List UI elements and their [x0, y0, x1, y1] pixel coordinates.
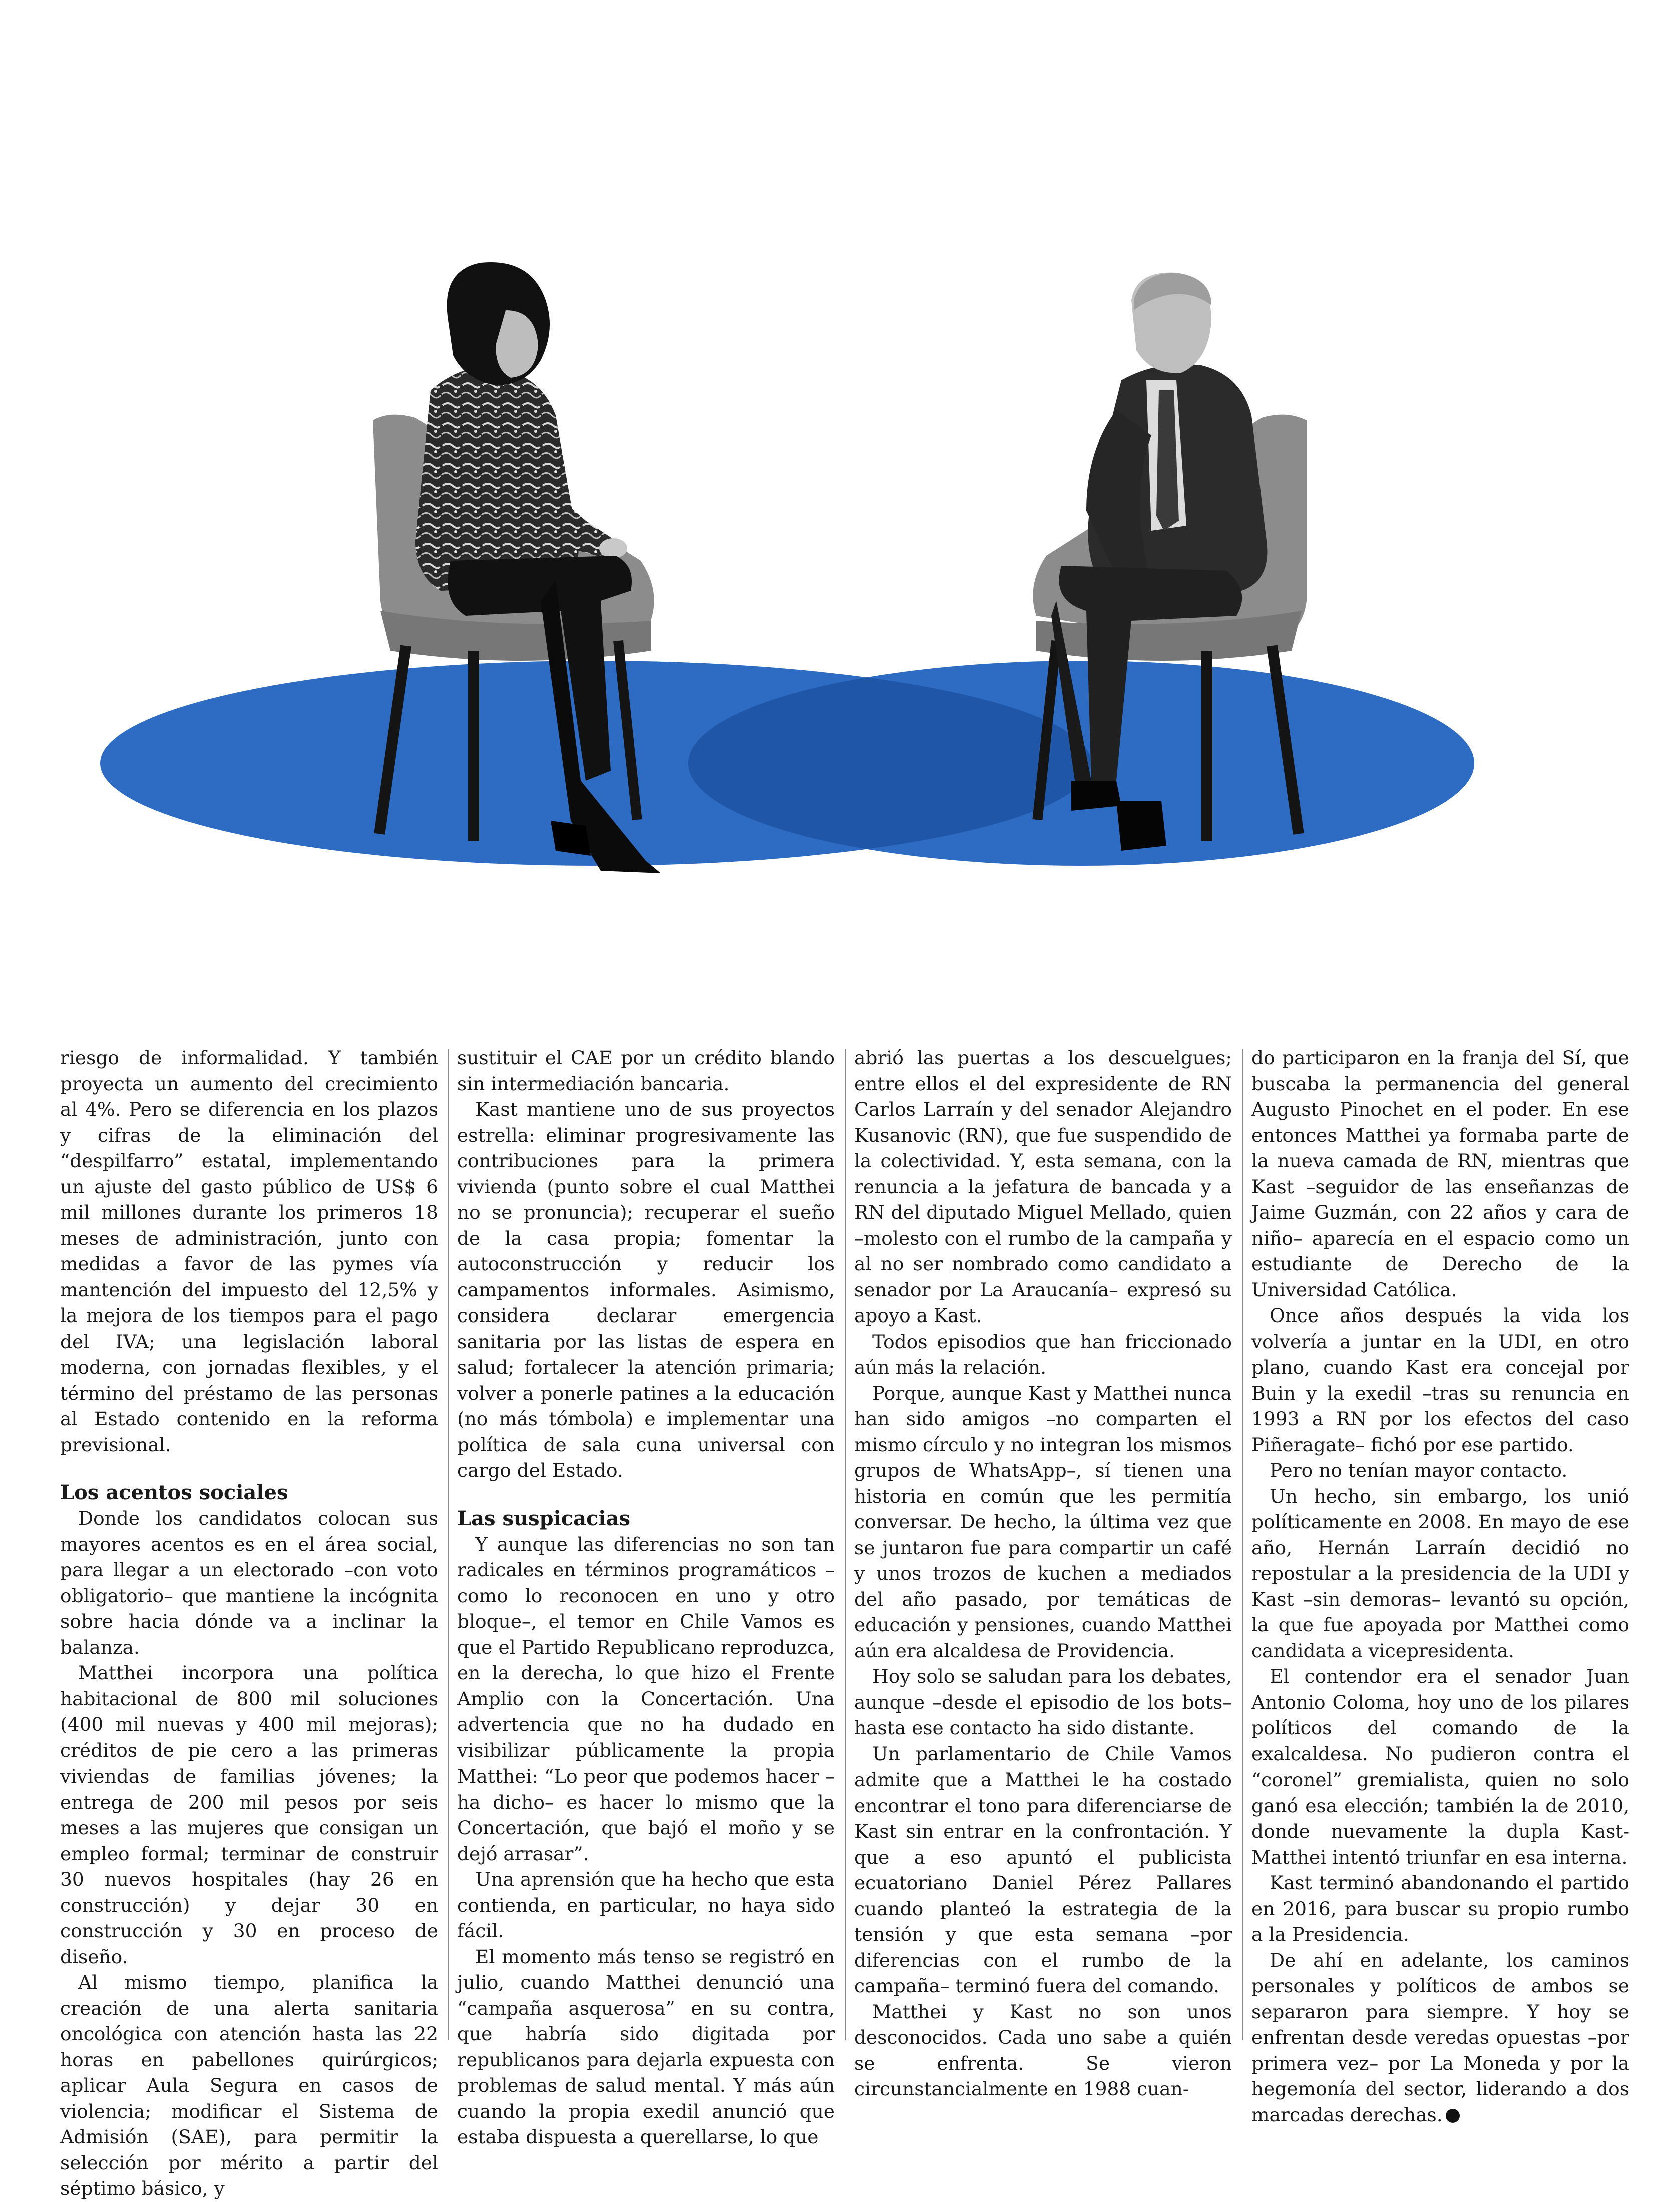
section-heading: Los acentos sociales [60, 1481, 288, 1504]
column-3 [854, 1045, 1232, 2100]
paragraph: Todos episodios que han friccionado aún más la relación. [854, 1330, 1232, 1378]
end-of-article-icon [1446, 2109, 1460, 2123]
paragraph: Kast terminó abandonando el partido en 2016, para buscar su propio rumbo a la Presidencia. [1251, 1872, 1629, 1945]
paragraph: riesgo de informalidad. Y también proyecta un aumento del crecimiento al 4%. Pero se diferencia en los plazos y cifras de la eliminación del “despilfarro” estatal, implementando un ajuste del gasto público de US$ 6 mil millones durante los primeros 18 meses de administración, junto con medidas a favor de las pymes vía mantención del impuesto del 12,5% y la mejora de los tiempos para el pago del IVA; una legislación laboral moderna, con jornadas flexibles, y el término del préstamo de las personas al Estado contenido en la reforma previsional. [60, 1047, 438, 1456]
paragraph: El contendor era el senador Juan Antonio Coloma, hoy uno de los pilares políticos del comando de la exalcaldesa. No pudieron contra el “coronel” gremialista, quien no solo ganó esa elección; también la de 2010, donde nuevamente la dupla Kast-Matthei intentó triunfar en esa interna. [1251, 1665, 1629, 1868]
column-divider [845, 1049, 846, 2040]
paragraph: Y aunque las diferencias no son tan radicales en términos programáticos –como lo reconocen en uno y otro bloque–, el temor en Chile Vamos es que el Partido Republicano reproduzca, en la derecha, lo que hizo el Frente Amplio con la Concertación. Una advertencia que no ha dudado en visibilizar públicamente la propia Matthei: “Lo peor que podemos hacer –ha dicho– es hacer lo mismo que la Concertación, que bajó el moño y se dejó arrasar”. [457, 1533, 835, 1865]
column-2 [457, 1045, 835, 2148]
column-4 [1251, 1045, 1629, 2126]
section-heading: Las suspicacias [457, 1506, 631, 1530]
paragraph: Un parlamentario de Chile Vamos admite que a Matthei le ha costado encontrar el tono para diferenciarse de Kast sin entrar en la confrontación. Y que a eso apuntó el publicista ecuatoriano Daniel Pérez Pallares cuando planteó la estrategia de la tensión y que esta semana –por diferencias con el rumbo de la campaña– terminó fuera del comando. [854, 1742, 1232, 1997]
paragraph: Kast mantiene uno de sus proyectos estrella: eliminar progresivamente las contribuciones para la primera vivienda (punto sobre el cual Matthei no se pronuncia); recuperar el sueño de la casa propia; fomentar la autoconstrucción y reducir los campamentos informales. Asimismo, considera declarar emergencia sanitaria por las listas de espera en salud; fortalecer la atención primaria; volver a ponerle patines a la educación (no más tómbola) e implementar una política de sala cuna universal con cargo del Estado. [457, 1098, 835, 1481]
paragraph: Un hecho, sin embargo, los unió políticamente en 2008. En mayo de ese año, Hernán Larraín decidió no repostular a la presidencia de la UDI y Kast –sin demoras– levantó su opción, la que fue apoyada por Matthei como candidata a vicepresidenta. [1251, 1485, 1629, 1662]
paragraph: Once años después la vida los volvería a juntar en la UDI, en otro plano, cuando Kast era concejal por Buin y la exedil –tras su renuncia en 1993 a RN por los efectos del caso Piñeragate– fichó por ese partido. [1251, 1304, 1629, 1456]
column-1 [60, 1045, 438, 2199]
paragraph-text: De ahí en adelante, los caminos personales y políticos de ambos se separaron para siempre. Y hoy se enfrentan desde veredas opuestas –por primera vez– por La Moneda y por la hegemonía del sector, liderando a dos marcadas derechas. [1251, 1949, 1629, 2126]
paragraph: Matthei incorpora una política habitacional de 800 mil soluciones (400 mil nuevas y 400 mil mejoras); créditos de pie cero a las primeras viviendas de familias jóvenes; la entrega de 200 mil pesos por seis meses a las mujeres que consigan un empleo formal; terminar de construir 30 nuevos hospitales (hay 26 en construcción) y dejar 30 en construcción y 30 en proceso de diseño. [60, 1662, 438, 1968]
paragraph: El momento más tenso se registró en julio, cuando Matthei denunció una “campaña asquerosa” en su contra, que habría sido digitada por republicanos para dejarla expuesta con problemas de salud mental. Y más aún cuando la propia exedil anunció que estaba dispuesta a querellarse, lo que [457, 1945, 835, 2148]
paragraph: Hoy solo se saludan para los debates, aunque –desde el episodio de los bots– hasta ese contacto ha sido distante. [854, 1665, 1232, 1739]
illustration [0, 0, 1680, 1031]
paragraph: Donde los candidatos colocan sus mayores acentos es en el área social, para llegar a un electorado –con voto obligatorio– que mantiene la incógnita sobre hacia dónde va a inclinar la balanza. [60, 1507, 438, 1658]
paragraph-final [1251, 1948, 1629, 2128]
paragraph: Una aprensión que ha hecho que esta contienda, en particular, no haya sido fácil. [457, 1868, 835, 1942]
article-body [60, 1045, 1629, 2199]
paragraph: abrió las puertas a los descuelgues; entre ellos el del expresidente de RN Carlos Larraín y del senador Alejandro Kusanovic (RN), que fue suspendido de la colectividad. Y, esta semana, con la renuncia a la jefatura de bancada y a RN del diputado Miguel Mellado, quien –molesto con el rumbo de la campaña y al no ser nombrado como candidato a senador por La Araucanía– expresó su apoyo a Kast. [854, 1047, 1232, 1327]
paragraph: sustituir el CAE por un crédito blando sin intermediación bancaria. [457, 1047, 835, 1095]
paragraph: Porque, aunque Kast y Matthei nunca han sido amigos –no comparten el mismo círculo y no integran los mismos grupos de WhatsApp–, sí tienen una historia en común que les permitía conversar. De hecho, la última vez que se juntaron fue para compartir un café y unos trozos de kuchen a mediados del año pasado, por temáticas de educación y pensiones, cuando Matthei aún era alcaldesa de Providencia. [854, 1382, 1232, 1662]
paragraph: Pero no tenían mayor contacto. [1270, 1459, 1568, 1481]
column-divider [1242, 1049, 1243, 2040]
column-divider [448, 1049, 449, 2040]
paragraph: Matthei y Kast no son unos desconocidos. Cada uno sabe a quién se enfrenta. Se vieron circunstancialmente en 1988 cuan- [854, 2000, 1232, 2100]
paragraph: do participaron en la franja del Sí, que buscaba la permanencia del general Augusto Pinochet en el poder. En ese entonces Matthei ya formaba parte de la nueva camada de RN, mientras que Kast –seguidor de las enseñanzas de Jaime Guzmán, con 22 años y cara de niño– aparecía en el espacio como un estudiante de Derecho de la Universidad Católica. [1251, 1047, 1629, 1301]
paragraph: Al mismo tiempo, planifica la creación de una alerta sanitaria oncológica con atención hasta las 22 horas en pabellones quirúrgicos; aplicar Aula Segura en casos de violencia; modificar el Sistema de Admisión (SAE), para permitir la selección por mérito a partir del séptimo básico, y [60, 1971, 438, 2199]
